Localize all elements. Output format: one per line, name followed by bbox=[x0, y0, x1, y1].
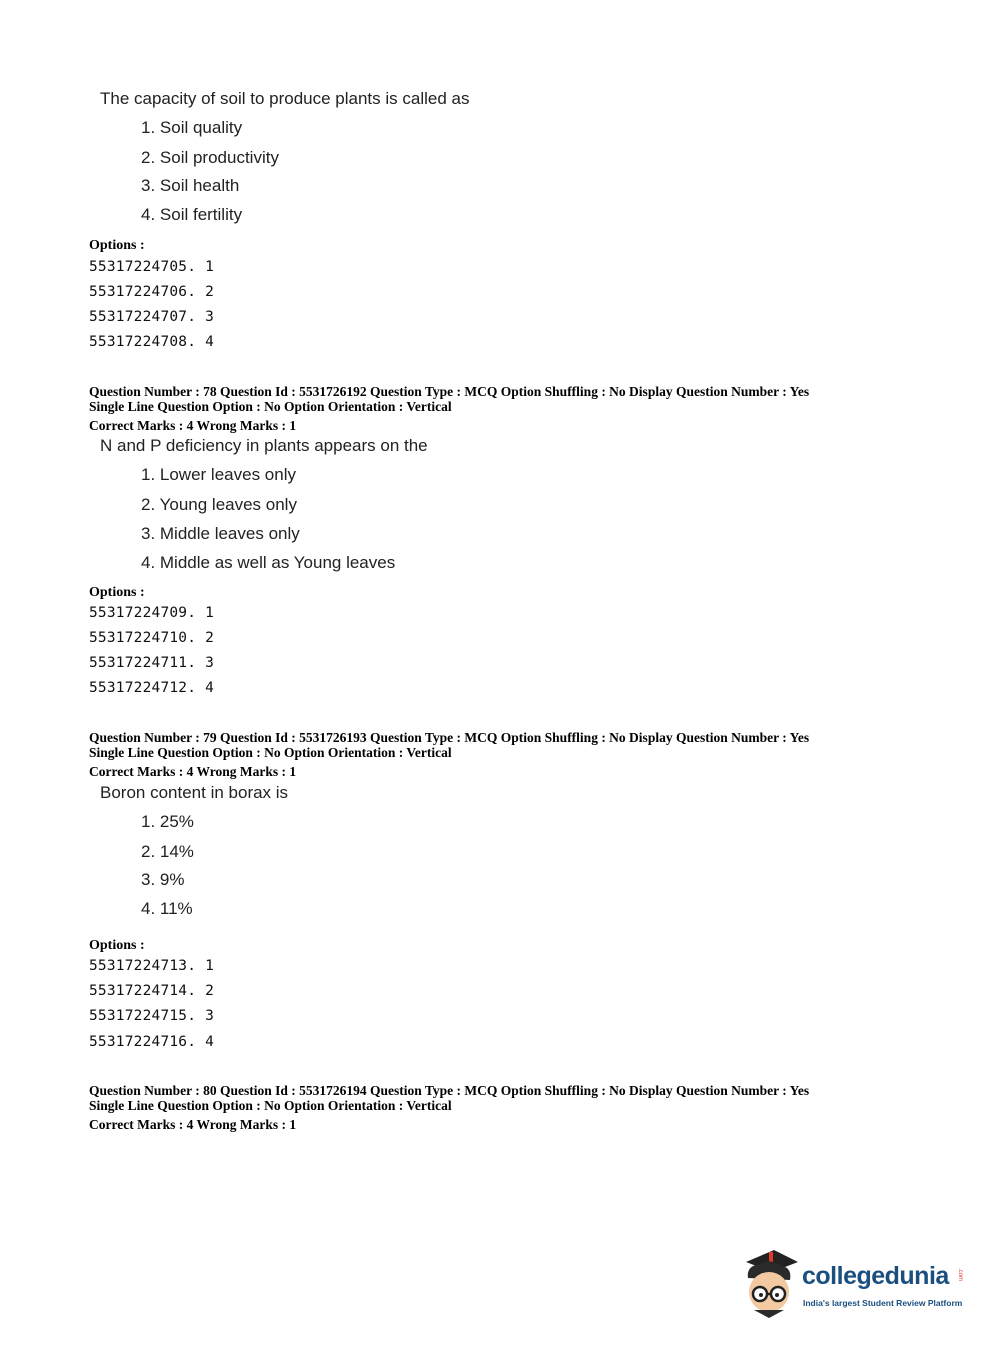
question-80-meta-line-2: Single Line Question Option : No Option Orientation : Vertical bbox=[89, 1098, 452, 1113]
question-77-choice-4: 4. Soil fertility bbox=[141, 205, 243, 224]
question-77-option-3: 55317224707. 3 bbox=[89, 309, 215, 325]
logo-tagline: India's largest Student Review Platform bbox=[803, 1298, 963, 1308]
question-79-option-4: 55317224716. 4 bbox=[89, 1034, 215, 1050]
logo-dotcom: .com bbox=[957, 1268, 963, 1282]
question-78-marks: Correct Marks : 4 Wrong Marks : 1 bbox=[89, 418, 297, 433]
question-78-meta-line-2: Single Line Question Option : No Option Orientation : Vertical bbox=[89, 399, 452, 414]
question-78-choice-3: 3. Middle leaves only bbox=[141, 524, 300, 543]
question-79-option-2: 55317224714. 2 bbox=[89, 983, 215, 999]
question-79-option-1: 55317224713. 1 bbox=[89, 958, 215, 974]
question-78-choice-4: 4. Middle as well as Young leaves bbox=[141, 553, 396, 572]
question-78-option-4: 55317224712. 4 bbox=[89, 680, 215, 696]
question-78-options-label: Options : bbox=[89, 585, 145, 600]
question-77-choice-2: 2. Soil productivity bbox=[141, 148, 279, 167]
question-77-text: The capacity of soil to produce plants is called as bbox=[100, 89, 470, 108]
question-80-meta-line-1: Question Number : 80 Question Id : 5531726194 Question Type : MCQ Option Shuffling : No Display Question Number : Yes bbox=[89, 1083, 810, 1098]
question-78-option-1: 55317224709. 1 bbox=[89, 605, 215, 621]
question-80-marks: Correct Marks : 4 Wrong Marks : 1 bbox=[89, 1117, 297, 1132]
question-79-choice-2: 2. 14% bbox=[141, 842, 194, 861]
question-79-choice-1: 1. 25% bbox=[141, 812, 194, 831]
question-78-option-3: 55317224711. 3 bbox=[89, 655, 215, 671]
question-79-options-label: Options : bbox=[89, 938, 145, 953]
question-77-option-4: 55317224708. 4 bbox=[89, 334, 215, 350]
question-79-choice-4: 4. 11% bbox=[141, 899, 193, 918]
question-79-text: Boron content in borax is bbox=[100, 783, 289, 802]
question-77-choice-3: 3. Soil health bbox=[141, 176, 240, 195]
question-79-meta-line-2: Single Line Question Option : No Option Orientation : Vertical bbox=[89, 745, 452, 760]
question-78-option-2: 55317224710. 2 bbox=[89, 630, 215, 646]
question-77-choice-1: 1. Soil quality bbox=[141, 118, 243, 137]
logo-wordmark: collegedunia bbox=[802, 1262, 949, 1290]
question-78-meta-line-1: Question Number : 78 Question Id : 5531726192 Question Type : MCQ Option Shuffling : No Display Question Number : Yes bbox=[89, 384, 810, 399]
question-78-text: N and P deficiency in plants appears on the bbox=[100, 436, 428, 455]
question-78-choice-1: 1. Lower leaves only bbox=[141, 465, 296, 484]
question-79-option-3: 55317224715. 3 bbox=[89, 1008, 215, 1024]
question-77-option-1: 55317224705. 1 bbox=[89, 259, 215, 275]
question-77-option-2: 55317224706. 2 bbox=[89, 284, 215, 300]
question-79-marks: Correct Marks : 4 Wrong Marks : 1 bbox=[89, 764, 297, 779]
collegedunia-logo[interactable] bbox=[740, 1248, 970, 1318]
student-mascot-icon bbox=[740, 1248, 802, 1318]
question-79-meta-line-1: Question Number : 79 Question Id : 5531726193 Question Type : MCQ Option Shuffling : No Display Question Number : Yes bbox=[89, 730, 810, 745]
question-78-choice-2: 2. Young leaves only bbox=[141, 495, 297, 514]
question-77-options-label: Options : bbox=[89, 238, 145, 253]
question-79-choice-3: 3. 9% bbox=[141, 870, 185, 889]
